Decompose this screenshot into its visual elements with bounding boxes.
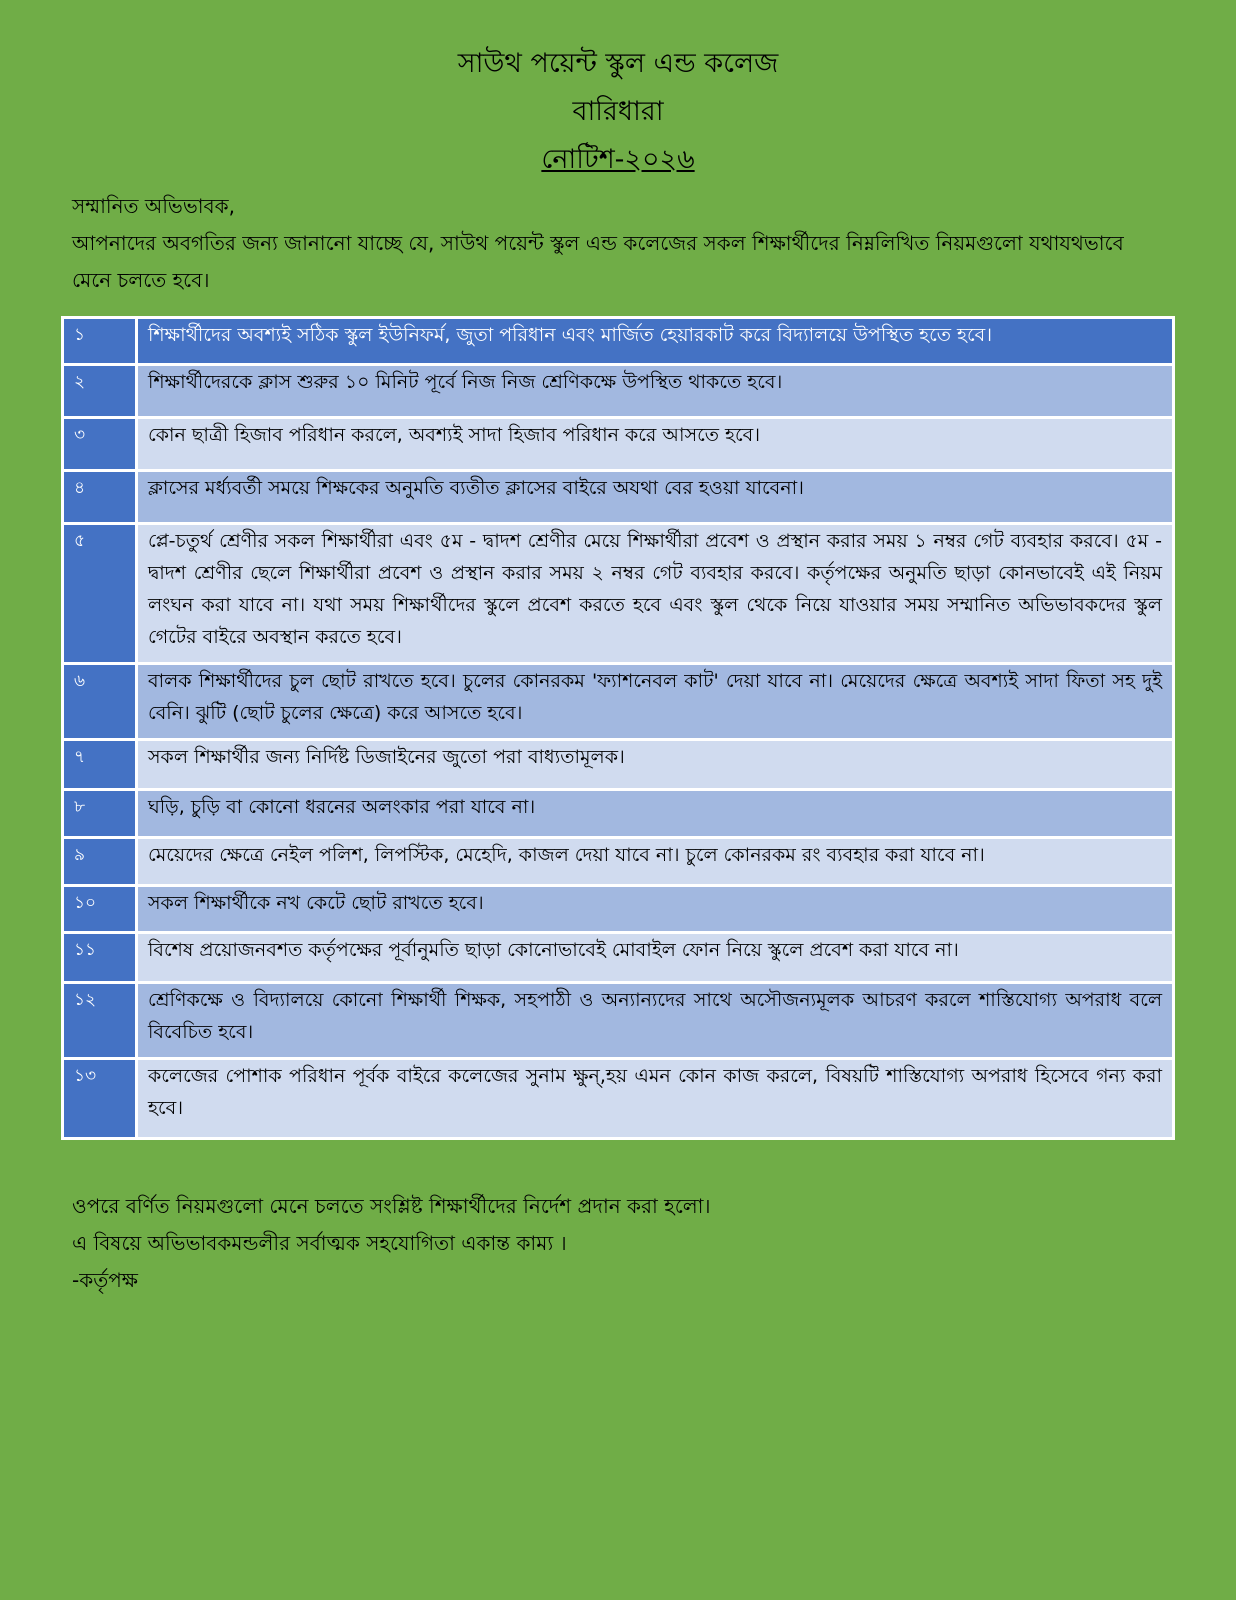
rule-row [63, 886, 1174, 933]
rule-row [63, 365, 1174, 418]
rule-number: ১৩ [63, 1059, 137, 1139]
notice-title: নোটিশ-২০২৬ [541, 144, 695, 175]
rule-text: শ্রেণিকক্ষে ও বিদ্যালয়ে কোনো শিক্ষার্থী শিক্ষক, সহপাঠী ও অন্যান্যদের সাথে অসৌজন্যমূলক আচরণ করলে শাস্তিযোগ্য অপরাধ বলে বিবেচিত হবে। [137, 983, 1174, 1059]
closing-line-1: ওপরে বর্ণিত নিয়মগুলো মেনে চলতে সংশ্লিষ্ট শিক্ষার্থীদের নির্দেশ প্রদান করা হলো। [72, 1194, 711, 1218]
rule-row [63, 524, 1174, 664]
intro [72, 188, 1162, 299]
rule-row [63, 471, 1174, 524]
rule-number: ৭ [63, 740, 137, 790]
rule-row [63, 838, 1174, 886]
rule-number: ১১ [63, 933, 137, 983]
rule-text: সকল শিক্ষার্থীর জন্য নির্দিষ্ট ডিজাইনের জুতো পরা বাধ্যতামূলক। [137, 740, 1174, 790]
rule-text: কোন ছাত্রী হিজাব পরিধান করলে, অবশ্যই সাদা হিজাব পরিধান করে আসতে হবে। [137, 418, 1174, 471]
rule-number: ৫ [63, 524, 137, 664]
notice-header [0, 0, 1236, 184]
signature: -কর্তৃপক্ষ [72, 1268, 138, 1292]
rule-number: ১২ [63, 983, 137, 1059]
rule-number: ২ [63, 365, 137, 418]
rule-text: ক্লাসের মর্ধ্যবর্তী সময়ে শিক্ষকের অনুমতি ব্যতীত ক্লাসের বাইরে অযথা বের হওয়া যাবেনা। [137, 471, 1174, 524]
rule-text: শিক্ষার্থীদেরকে ক্লাস শুরুর ১০ মিনিট পূর্বে নিজ নিজ শ্রেণিকক্ষে উপস্থিত থাকতে হবে। [137, 365, 1174, 418]
intro-body: আপনাদের অবগতির জন্য জানানো যাচ্ছে যে, সাউথ পয়েন্ট স্কুল এন্ড কলেজের সকল শিক্ষার্থীদের নিম্নলিখিত নিয়মগুলো যথাযথভাবে মেনে চলতে হবে। [72, 231, 1124, 292]
rule-text: ঘড়ি, চুড়ি বা কোনো ধরনের অলংকার পরা যাবে না। [137, 790, 1174, 838]
rule-number: ১ [63, 318, 137, 365]
rule-text: বালক শিক্ষার্থীদের চুল ছোট রাখতে হবে। চুলের কোনরকম 'ফ্যাশনেবল কাট' দেয়া যাবে না। মেয়েদের ক্ষেত্রে অবশ্যই সাদা ফিতা সহ দুই বেনি। ঝুটি (ছোট চুলের ক্ষেত্রে) করে আসতে হবে। [137, 664, 1174, 740]
rule-number: ৪ [63, 471, 137, 524]
closing [72, 1188, 1162, 1299]
rule-number: ৯ [63, 838, 137, 886]
salutation: সম্মানিত অভিভাবক, [72, 194, 236, 218]
rule-number: ১০ [63, 886, 137, 933]
rules-table-body [63, 318, 1174, 1139]
rule-row [63, 983, 1174, 1059]
closing-line-2: এ বিষয়ে অভিভাবকমন্ডলীর সর্বাত্মক সহযোগিতা একান্ত কাম্য । [72, 1231, 567, 1255]
school-name: সাউথ পয়েন্ট স্কুল এন্ড কলেজ [457, 48, 779, 79]
school-location: বারিধারা [572, 96, 664, 127]
rule-row [63, 790, 1174, 838]
rule-text: বিশেষ প্রয়োজনবশত কর্তৃপক্ষের পূর্বানুমতি ছাড়া কোনোভাবেই মোবাইল ফোন নিয়ে স্কুলে প্রবেশ করা যাবে না। [137, 933, 1174, 983]
rule-number: ৮ [63, 790, 137, 838]
rule-text: প্লে-চতুর্থ শ্রেণীর সকল শিক্ষার্থীরা এবং ৫ম - দ্বাদশ শ্রেণীর মেয়ে শিক্ষার্থীরা প্রবেশ ও প্রস্থান করার সময় ১ নম্বর গেট ব্যবহার করবে। ৫ম - দ্বাদশ শ্রেণীর ছেলে শিক্ষার্থীরা প্রবেশ ও প্রস্থান করার সময় ২ নম্বর গেট ব্যবহার করবে। কর্তৃপক্ষের অনুমতি ছাড়া কোনভাবেই এই নিয়ম লংঘন করা যাবে না। যথা সময় শিক্ষার্থীদের স্কুলে প্রবেশ করতে হবে এবং স্কুল থেকে নিয়ে যাওয়ার সময় সম্মানিত অভিভাবকদের স্কুল গেটের বাইরে অবস্থান করতে হবে। [137, 524, 1174, 664]
rule-text: মেয়েদের ক্ষেত্রে নেইল পলিশ, লিপস্টিক, মেহেদি, কাজল দেয়া যাবে না। চুলে কোনরকম রং ব্যবহার করা যাবে না। [137, 838, 1174, 886]
rule-row [63, 933, 1174, 983]
rule-row [63, 318, 1174, 365]
rule-number: ৬ [63, 664, 137, 740]
rule-text: সকল শিক্ষার্থীকে নখ কেটে ছোট রাখতে হবে। [137, 886, 1174, 933]
rule-row [63, 418, 1174, 471]
rule-row [63, 740, 1174, 790]
rule-row [63, 1059, 1174, 1139]
rule-text: শিক্ষার্থীদের অবশ্যই সঠিক স্কুল ইউনিফর্ম, জুতা পরিধান এবং মার্জিত হেয়ারকাট করে বিদ্যালয়ে উপস্থিত হতে হবে। [137, 318, 1174, 365]
rule-text: কলেজের পোশাক পরিধান পূর্বক বাইরে কলেজের সুনাম ক্ষুন্,হয় এমন কোন কাজ করলে, বিষয়টি শাস্তিযোগ্য অপরাধ হিসেবে গন্য করা হবে। [137, 1059, 1174, 1139]
rule-row [63, 664, 1174, 740]
rules-table [61, 316, 1175, 1140]
rule-number: ৩ [63, 418, 137, 471]
